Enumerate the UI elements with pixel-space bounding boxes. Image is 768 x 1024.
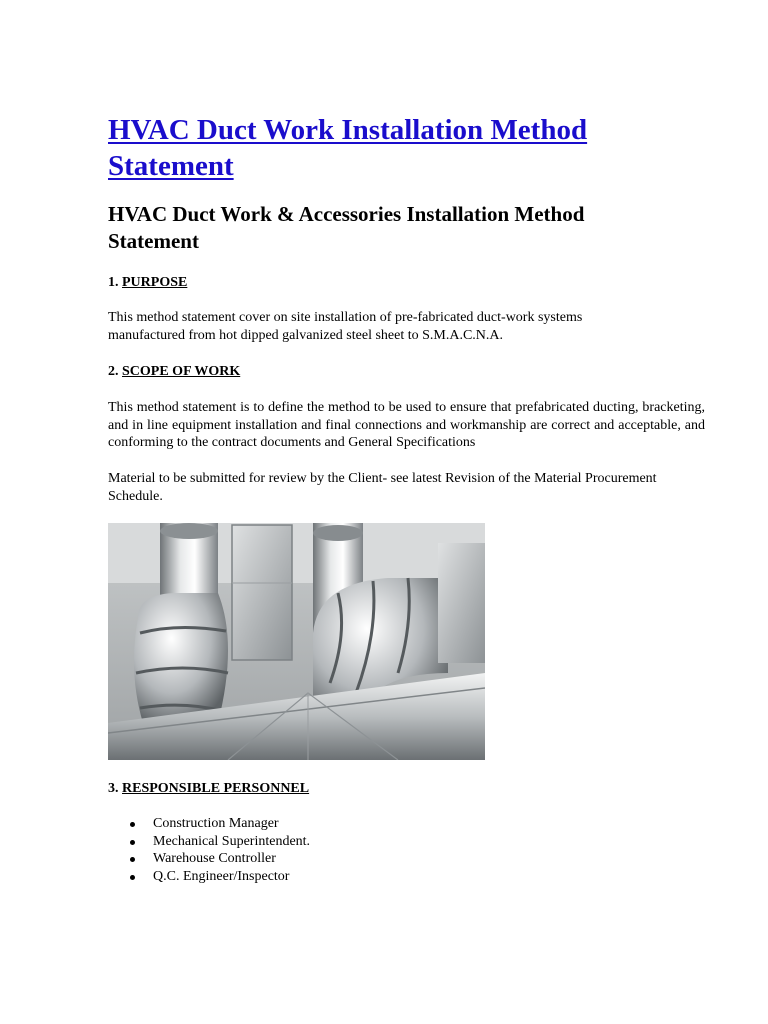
list-item (108, 833, 310, 851)
bullet-icon (130, 875, 135, 880)
section-heading-personnel (108, 780, 309, 797)
material-paragraph: Material to be submitted for review by the Client- see latest Revision of the Material Procurement Schedule. (108, 471, 657, 504)
bullet-icon (130, 840, 135, 845)
section-number: 2. (108, 364, 119, 379)
page-title-link[interactable]: HVAC Duct Work Installation Method Statement (108, 114, 588, 182)
list-item-text: Mechanical Superintendent. (153, 833, 311, 849)
section-title: SCOPE OF WORK (122, 364, 241, 379)
list-item-text: Q.C. Engineer/Inspector (153, 868, 290, 884)
section-number: 3. (108, 781, 119, 796)
list-item (108, 868, 310, 886)
ductwork-photo (108, 523, 485, 760)
purpose-paragraph: This method statement cover on site installation of pre-fabricated duct-work systems manufactured from hot dipped galvanized steel sheet to S.M.A.C.N.A. (108, 310, 583, 343)
section-heading-purpose (108, 274, 187, 291)
section-heading-scope (108, 363, 240, 380)
list-item (108, 850, 310, 868)
list-item-text: Construction Manager (153, 816, 279, 831)
list-item (108, 815, 310, 833)
personnel-list (108, 815, 310, 885)
section-title: PURPOSE (122, 275, 188, 290)
list-item-text: Warehouse Controller (153, 851, 276, 866)
bullet-icon (130, 822, 135, 827)
scope-paragraph: This method statement is to define the method to be used to ensure that prefabricated ducting, bracketing, and in line equipment installation and final connections and workmanship are correct and acceptable, and conforming to the contract documents and General Specifications (108, 400, 705, 450)
document-subtitle: HVAC Duct Work & Accessories Installation Method Statement (108, 202, 585, 253)
bullet-icon (130, 857, 135, 862)
section-number: 1. (108, 275, 119, 290)
section-title: RESPONSIBLE PERSONNEL (122, 781, 310, 796)
